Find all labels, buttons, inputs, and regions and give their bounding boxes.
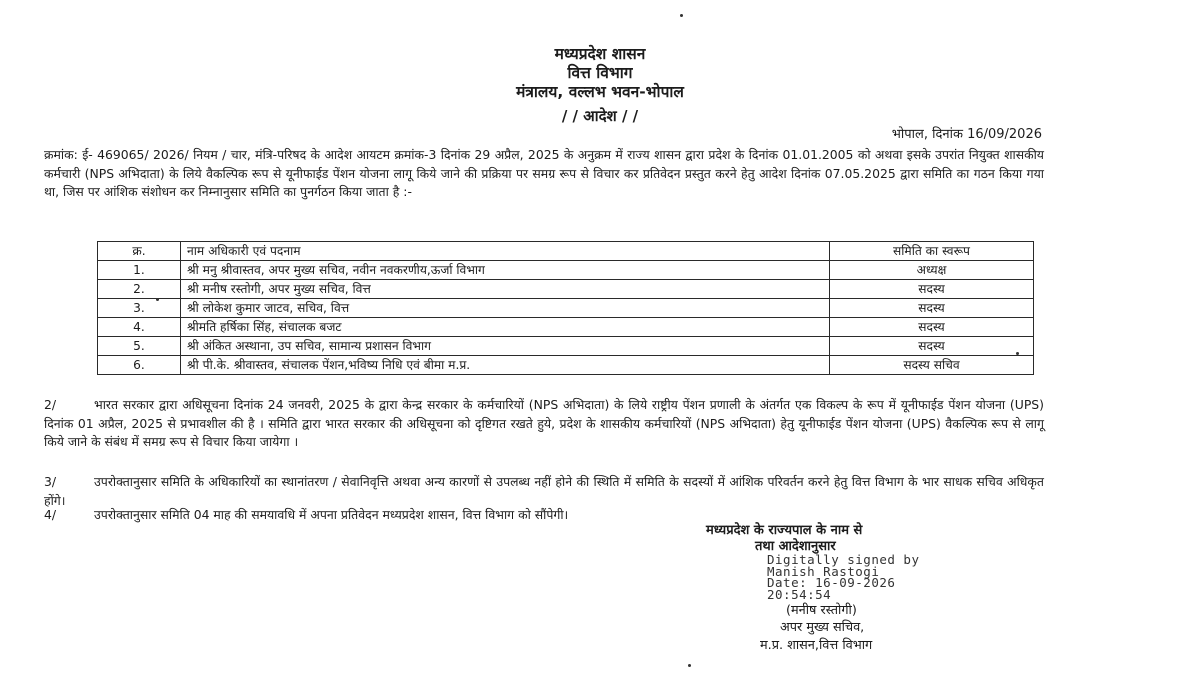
- order-title: / / आदेश / /: [561, 107, 639, 125]
- scan-speck-mark: [680, 14, 683, 17]
- order-paragraph-2: [44, 396, 1044, 452]
- dsig-line: 20:54:54: [767, 586, 832, 602]
- row-serial: 5.: [98, 337, 181, 356]
- committee-table: [97, 241, 1034, 375]
- row-role: सदस्य सचिव: [830, 356, 1034, 375]
- row-role: अध्यक्ष: [830, 261, 1034, 280]
- signatory-designation: अपर मुख्य सचिव,: [780, 620, 865, 635]
- table-row: [98, 318, 1034, 337]
- by-order-line: तथा आदेशानुसार: [755, 539, 836, 554]
- signatory-name: (मनीष रस्तोगी): [786, 603, 857, 618]
- row-serial: 1.: [98, 261, 181, 280]
- row-officer: श्रीमति हर्षिका सिंह, संचालक बजट: [181, 318, 830, 337]
- row-officer: श्री अंकित अस्थाना, उप सचिव, सामान्य प्रशासन विभाग: [181, 337, 830, 356]
- paragraph-number: 4/: [44, 507, 57, 522]
- governor-order-line: मध्यप्रदेश के राज्यपाल के नाम से: [706, 523, 863, 538]
- row-role: सदस्य: [830, 318, 1034, 337]
- scan-speck-mark: [1016, 352, 1019, 355]
- column-header-name: नाम अधिकारी एवं पदनाम: [181, 242, 830, 261]
- paragraph-text: उपरोक्तानुसार समिति के अधिकारियों का स्थानांतरण / सेवानिवृत्ति अथवा अन्य कारणों से उपलब्ध नहीं होने की स्थिति में समिति के सदस्यों में आंशिक परिवर्तन करने हेतु वित्त विभाग के भार साधक सचिव अधिकृत होंगे।: [44, 474, 1044, 508]
- table-row: [98, 261, 1034, 280]
- department-name: वित्त विभाग: [567, 64, 633, 82]
- row-officer: श्री मनीष रस्तोगी, अपर मुख्य सचिव, वित्त: [181, 280, 830, 299]
- scan-speck-mark: [688, 664, 691, 667]
- row-serial: 4.: [98, 318, 181, 337]
- row-serial: 6.: [98, 356, 181, 375]
- table-row: [98, 337, 1034, 356]
- row-officer: श्री मनु श्रीवास्तव, अपर मुख्य सचिव, नवीन नवकरणीय,ऊर्जा विभाग: [181, 261, 830, 280]
- dsig-line: Manish Rastogi: [767, 563, 880, 579]
- row-role: सदस्य: [830, 299, 1034, 318]
- office-address: मंत्रालय, वल्लभ भवन-भोपाल: [516, 83, 684, 101]
- row-serial: 2.: [98, 280, 181, 299]
- row-officer: श्री पी.के. श्रीवास्तव, संचालक पेंशन,भविष्य निधि एवं बीमा म.प्र.: [181, 356, 830, 375]
- table-header-row: [98, 242, 1034, 261]
- order-paragraph-3: [44, 473, 1044, 510]
- column-header-serial: क्र.: [98, 242, 181, 261]
- place-date: भोपाल, दिनांक 16/09/2026: [891, 127, 1042, 142]
- row-role: सदस्य: [830, 337, 1034, 356]
- paragraph-number: 2/: [44, 397, 57, 412]
- order-paragraph-1: क्रमांक: ई- 469065/ 2026/ नियम / चार, मंत्रि-परिषद के आदेश आयटम क्रमांक-3 दिनांक 29 अप्रैल, 2025 के अनुक्रम में राज्य शासन द्वारा प्रदेश के दिनांक 01.01.2005 को अथवा इसके उपरांत नियुक्त शासकीय कर्मचारी (NPS अभिदाता) के लिये वैकल्पिक रूप से यूनीफाईड पेंशन योजना लागू किये जाने की प्रक्रिया पर समग्र रूप से विचार कर प्रतिवेदन प्रस्तुत करने हेतु आदेश दिनांक 07.05.2025 द्वारा समिति का गठन किया गया था, जिस पर आंशिक संशोधन कर निम्नानुसार समिति का पुनर्गठन किया जाता है :-: [44, 147, 1044, 200]
- table-row: [98, 299, 1034, 318]
- row-serial: 3.: [98, 299, 181, 318]
- row-role: सदस्य: [830, 280, 1034, 299]
- column-header-role: समिति का स्वरूप: [830, 242, 1034, 261]
- signatory-department: म.प्र. शासन,वित्त विभाग: [760, 638, 873, 653]
- dsig-line: Date: 16-09-2026: [767, 575, 896, 590]
- table-row: [98, 356, 1034, 375]
- government-name: मध्यप्रदेश शासन: [554, 45, 646, 63]
- digital-signature-stamp: [767, 554, 920, 600]
- scan-speck-mark: [156, 298, 159, 301]
- paragraph-text: उपरोक्तानुसार समिति 04 माह की समयावधि में अपना प्रतिवेदन मध्यप्रदेश शासन, वित्त विभाग को सौंपेगी।: [94, 507, 569, 522]
- dsig-line: Digitally signed by: [767, 552, 920, 567]
- row-officer: श्री लोकेश कुमार जाटव, सचिव, वित्त: [181, 299, 830, 318]
- table-row: [98, 280, 1034, 299]
- order-paragraph-4: [44, 506, 1044, 525]
- paragraph-text: भारत सरकार द्वारा अधिसूचना दिनांक 24 जनवरी, 2025 के द्वारा केन्द्र सरकार के कर्मचारियों (NPS अभिदाता) के लिये राष्ट्रीय पेंशन प्रणाली के अंतर्गत एक विकल्प के रूप में यूनीफाईड पेंशन योजना (UPS) दिनांक 01 अप्रैल, 2025 से प्रभावशील की है । समिति द्वारा भारत सरकार की अधिसूचना को दृष्टिगत रखते हुये, प्रदेश के शासकीय कर्मचारियों (NPS अभिदाता) हेतु यूनीफाईड पेंशन योजना (UPS) वैकल्पिक रूप से लागू किये जाने के संबंध में समग्र रूप से विचार किया जायेगा ।: [44, 397, 1044, 450]
- paragraph-number: 3/: [44, 474, 57, 489]
